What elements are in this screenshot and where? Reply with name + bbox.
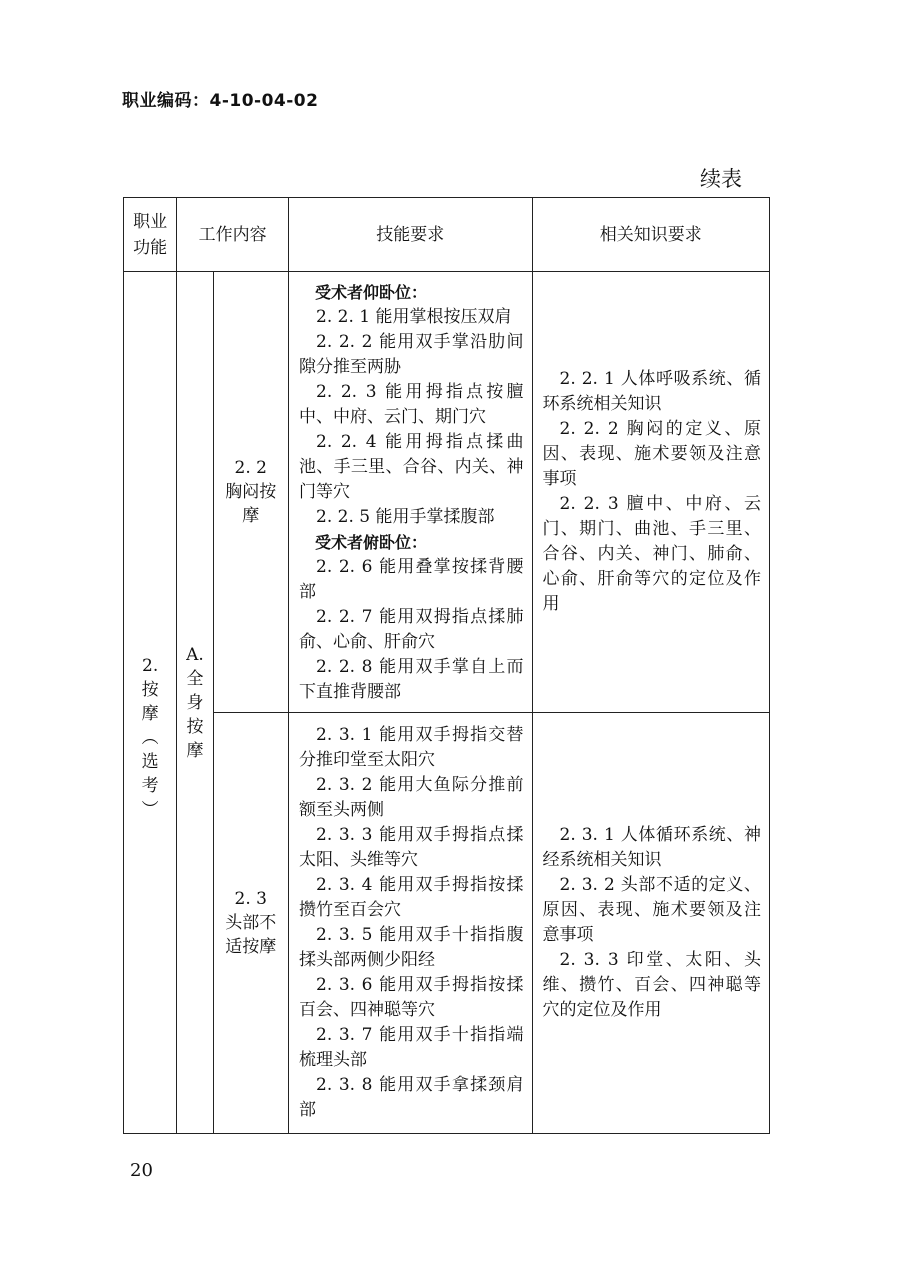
category-char: 全 [186,668,204,689]
skill-requirements-table [123,197,770,1134]
skill-list [289,280,532,705]
skill-item: 2. 3. 5 能用双手十指指腹揉头部两侧少阳经 [299,925,524,970]
skill-item: 2. 3. 4 能用双手拇指按揉攒竹至百会穴 [299,875,524,920]
skill-item: 2. 3. 7 能用双手十指指端梳理头部 [299,1025,524,1070]
table-header-row [124,198,770,272]
page-number: 20 [130,1160,153,1181]
work-item-cell [213,713,288,1134]
skill-item: 2. 2. 4 能用拇指点揉曲池、手三里、合谷、内关、神门等穴 [299,431,524,502]
knowledge-item: 2. 2. 1 人体呼吸系统、循环系统相关知识 [542,369,761,414]
skill-list [289,723,532,1123]
skill-item: 2. 2. 5 能用手掌揉腹部 [316,506,495,527]
skill-item: 2. 2. 2 能用双手掌沿肋间隙分推至两胁 [299,331,524,377]
category-char: 身 [186,692,204,713]
function-char: 考 [141,775,159,796]
table-row [124,713,770,1134]
function-char: 摩 [141,703,159,724]
skill-item: 2. 3. 1 能用双手拇指交替分推印堂至太阳穴 [299,725,524,770]
header-function [124,198,177,272]
skill-item: 2. 3. 6 能用双手拇指按揉百会、四神聪等穴 [299,975,524,1020]
knowledge-item: 2. 2. 3 膻中、中府、云门、期门、曲池、手三里、合谷、内关、神门、肺俞、心俞、肝俞等穴的定位及作用 [542,494,761,614]
skill-cell [289,272,533,713]
function-char: 选 [141,751,159,772]
skill-item: 2. 2. 3 能用拇指点按膻中、中府、云门、期门穴 [299,381,524,427]
header-function-label: 职业 功能 [133,211,168,258]
work-item-cell [213,272,288,713]
category-char: 按 [186,716,204,737]
knowledge-item: 2. 3. 1 人体循环系统、神经系统相关知识 [542,825,761,870]
skill-item: 2. 2. 1 能用掌根按压双肩 [316,306,512,327]
knowledge-item: 2. 2. 2 胸闷的定义、原因、表现、施术要领及注意事项 [542,419,761,489]
category-cell [177,272,213,1134]
skill-cell [289,713,533,1134]
function-char: 按 [141,679,159,700]
skill-item: 2. 3. 3 能用双手拇指点揉太阳、头维等穴 [299,825,524,870]
continued-table-label: 续表 [700,167,742,191]
category-char: A. [186,644,204,665]
category-char: 摩 [186,740,204,761]
knowledge-item: 2. 3. 2 头部不适的定义、原因、表现、施术要领及注意事项 [542,875,761,945]
work-item-label: 2. 2 胸闷按 摩 [225,458,277,526]
occupation-code: 职业编码：4-10-04-02 [122,91,319,111]
knowledge-item: 2. 3. 3 印堂、太阳、头维、攒竹、百会、四神聪等穴的定位及作用 [542,950,761,1020]
header-work-content: 工作内容 [177,198,289,272]
function-cell [124,272,177,1134]
header-skill: 技能要求 [289,198,533,272]
position-subheading: 受术者俯卧位： [315,532,428,552]
function-char: 2. [142,655,159,676]
work-item-label: 2. 3 头部不 适按摩 [225,889,277,957]
knowledge-list [533,823,770,1023]
function-char: ︶ [141,799,159,820]
skill-item: 2. 3. 8 能用双手拿揉颈肩部 [299,1075,524,1120]
knowledge-cell [532,713,770,1134]
knowledge-cell [532,272,770,713]
skill-item: 2. 2. 7 能用双拇指点揉肺俞、心俞、肝俞穴 [299,606,524,652]
skill-item: 2. 3. 2 能用大鱼际分推前额至头两侧 [299,775,524,820]
position-subheading: 受术者仰卧位： [315,282,428,302]
function-char: ︵ [141,727,159,748]
header-knowledge: 相关知识要求 [532,198,770,272]
table-row [124,272,770,713]
skill-item: 2. 2. 6 能用叠掌按揉背腰部 [299,556,524,602]
skill-item: 2. 2. 8 能用双手掌自上而下直推背腰部 [299,656,524,702]
knowledge-list [533,367,770,617]
